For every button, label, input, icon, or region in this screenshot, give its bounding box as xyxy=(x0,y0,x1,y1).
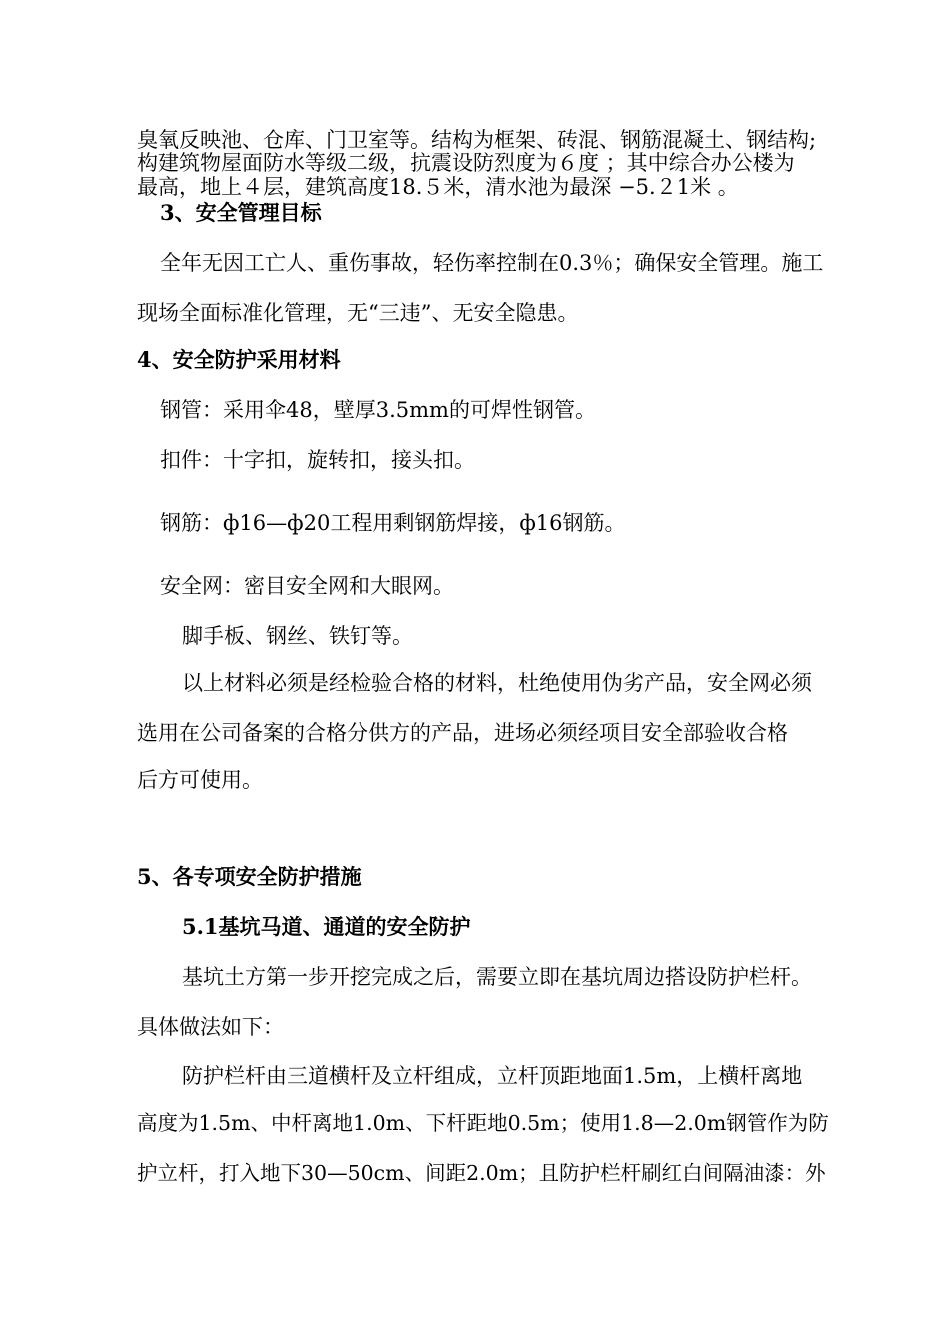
section-5-1-para-1-line-2: 具体做法如下： xyxy=(137,1015,284,1039)
material-item-scaffold-board: 脚手板、钢丝、铁钉等。 xyxy=(182,624,413,648)
section-5-1-para-2-line-2: 高度为1.5m、中杆离地1.0m、下杆距地0.5m；使用1.8—2.0m钢管作为防 xyxy=(137,1111,829,1135)
material-note-line-1: 以上材料必须是经检验合格的材料，杜绝使用伪劣产品，安全网必须 xyxy=(182,671,812,695)
material-item-steel-pipe: 钢管：采用伞48，壁厚3.5mm的可焊性钢管。 xyxy=(160,398,596,422)
material-note-line-3: 后方可使用。 xyxy=(137,768,263,792)
intro-line-3: 最高，地上４层，建筑高度18.５米，清水池为最深 −5.２1米 。 xyxy=(137,175,739,199)
section-5-1-para-1-line-1: 基坑土方第一步开挖完成之后，需要立即在基坑周边搭设防护栏杆。 xyxy=(182,965,812,989)
material-note-line-2: 选用在公司备案的合格分供方的产品，进场必须经项目安全部验收合格 xyxy=(137,721,788,745)
material-item-safety-net: 安全网：密目安全网和大眼网。 xyxy=(160,574,454,598)
section-5-1-para-2-line-1: 防护栏杆由三道横杆及立杆组成，立杆顶距地面1.5m，上横杆离地 xyxy=(182,1064,803,1088)
section-4-heading: 4、安全防护采用材料 xyxy=(137,347,341,372)
intro-line-2: 构建筑物屋面防水等级二级，抗震设防烈度为６度 ；其中综合办公楼为 xyxy=(137,151,795,175)
material-item-rebar: 钢筋：ф16—ф20工程用剩钢筋焊接，ф16钢筋。 xyxy=(160,511,626,535)
section-5-1-para-2-line-3: 护立杆，打入地下30—50cm、间距2.0m；且防护栏杆刷红白间隔油漆：外 xyxy=(137,1161,826,1185)
intro-line-1: 臭氧反映池、仓库、门卫室等。结构为框架、砖混、钢筋混凝土、钢结构; xyxy=(137,128,817,152)
section-5-1-heading: 5.1基坑马道、通道的安全防护 xyxy=(182,914,471,939)
section-3-para-line-2: 现场全面标准化管理，无“三违”、无安全隐患。 xyxy=(137,301,579,325)
section-3-para-line-1: 全年无因工亡人、重伤事故，轻伤率控制在0.3％；确保安全管理。施工 xyxy=(160,251,824,275)
material-item-fastener: 扣件：十字扣，旋转扣，接头扣。 xyxy=(160,448,475,472)
section-5-heading: 5、各专项安全防护措施 xyxy=(137,864,362,889)
section-3-heading: 3、安全管理目标 xyxy=(160,200,322,225)
